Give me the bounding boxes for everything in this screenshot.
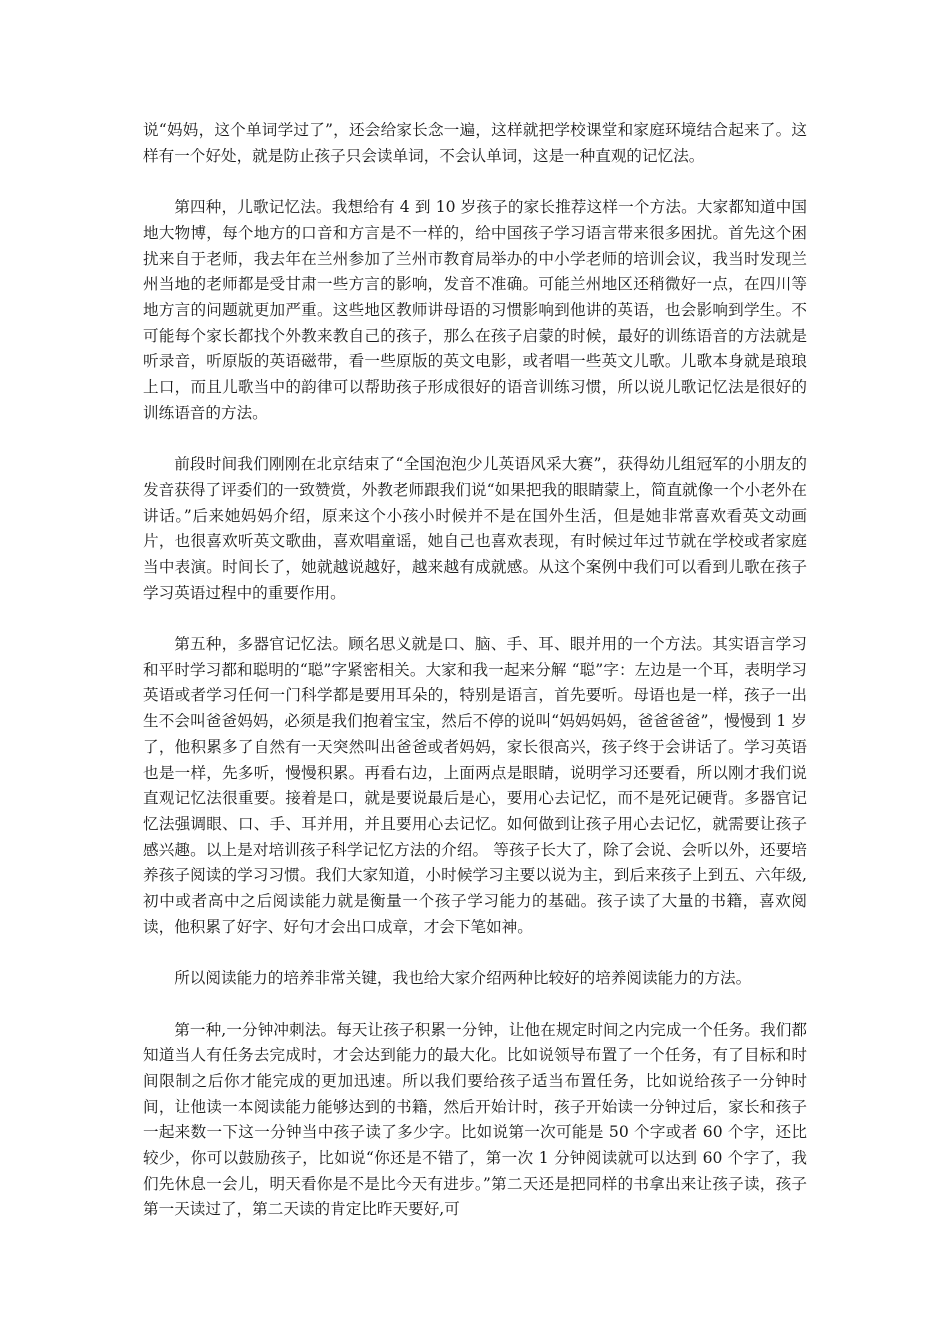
paragraph-one-minute-method: 第一种,一分钟冲刺法。每天让孩子积累一分钟，让他在规定时间之内完成一个任务。我们都知道当人有任务去完成时，才会达到能力的最大化。比如说领导布置了一个任务，有了目标和时间限制之后你才能完成的更加迅速。所以我们要给孩子适当布置任务，比如说给孩子一分钟时间，让他读一本阅读能力能够达到的书籍，然后开始计时，孩子开始读一分钟过后，家长和孩子一起来数一下这一分钟当中孩子读了多少字。比如说第一次可能是 50 个字或者 60 个字，还比较少，你可以鼓励孩子，比如说“你还是不错了，第一次 1 分钟阅读就可以达到 60 个字了，我们先休息一会儿，明天看你是不是比今天有进步。”第二天还是把同样的书拿出来让孩子读，孩子第一天读过了，第二天读的肯定比昨天要好,可 [143, 1020, 807, 1219]
paragraph-method-four: 第四种，儿歌记忆法。我想给有 4 到 10 岁孩子的家长推荐这样一个方法。大家都知道中国地大物博，每个地方的口音和方言是不一样的，给中国孩子学习语言带来很多困扰。首先这个困扰来自于老师，我去年在兰州参加了兰州市教育局举办的中小学老师的培训会议，我当时发现兰州当地的老师都是受甘肃一些方言的影响，发音不准确。可能兰州地区还稍微好一点，在四川等地方言的问题就更加严重。这些地区教师讲母语的习惯影响到他讲的英语，也会影响到学生。不可能每个家长都找个外教来教自己的孩子，那么在孩子启蒙的时候，最好的训练语音的方法就是听录音，听原版的英语磁带，看一些原版的英文电影，或者唱一些英文儿歌。儿歌本身就是琅琅上口，而且儿歌当中的韵律可以帮助孩子形成很好的语音训练习惯，所以说儿歌记忆法是很好的训练语音的方法。 [143, 198, 807, 422]
document-body [143, 118, 807, 1249]
paragraph-continued: 说“妈妈，这个单词学过了”，还会给家长念一遍，这样就把学校课堂和家庭环境结合起来了。这样有一个好处，就是防止孩子只会读单词，不会认单词，这是一种直观的记忆法。 [143, 121, 807, 165]
paragraph-competition-case: 前段时间我们刚刚在北京结束了“全国泡泡少儿英语风采大赛”，获得幼儿组冠军的小朋友的发音获得了评委们的一致赞赏，外教老师跟我们说“如果把我的眼睛蒙上，简直就像一个小老外在讲话。”后来她妈妈介绍，原来这个小孩小时候并不是在国外生活，但是她非常喜欢看英文动画片，也很喜欢听英文歌曲，喜欢唱童谣，她自己也喜欢表现，有时候过年过节就在学校或者家庭当中表演。时间长了，她就越说越好，越来越有成就感。从这个案例中我们可以看到儿歌在孩子学习英语过程中的重要作用。 [143, 455, 807, 602]
paragraph-method-five: 第五种，多器官记忆法。顾名思义就是口、脑、手、耳、眼并用的一个方法。其实语言学习和平时学习都和聪明的“聪”字紧密相关。大家和我一起来分解 “聪”字：左边是一个耳，表明学习英语或者学习任何一门科学都是要用耳朵的，特别是语言，首先要听。母语也是一样，孩子一出生不会叫爸爸妈妈，必须是我们抱着宝宝，然后不停的说叫“妈妈妈妈，爸爸爸爸”，慢慢到 1 岁了，他积累多了自然有一天突然叫出爸爸或者妈妈，家长很高兴，孩子终于会讲话了。学习英语也是一样，先多听，慢慢积累。再看右边，上面两点是眼睛，说明学习还要看，所以刚才我们说直观记忆法很重要。接着是口，就是要说最后是心，要用心去记忆，而不是死记硬背。多器官记忆法强调眼、口、手、耳并用，并且要用心去记忆。如何做到让孩子用心去记忆，就需要让孩子感兴趣。以上是对培训孩子科学记忆方法的介绍。 等孩子长大了，除了会说、会听以外，还要培养孩子阅读的学习习惯。我们大家知道，小时候学习主要以说为主，到后来孩子上到五、六年级,初中或者高中之后阅读能力就是衡量一个孩子学习能力的基础。孩子读了大量的书籍，喜欢阅读，他积累了好字、好句才会出口成章，才会下笔如神。 [143, 635, 807, 936]
paragraph-reading-intro: 所以阅读能力的培养非常关键，我也给大家介绍两种比较好的培养阅读能力的方法。 [174, 969, 752, 988]
